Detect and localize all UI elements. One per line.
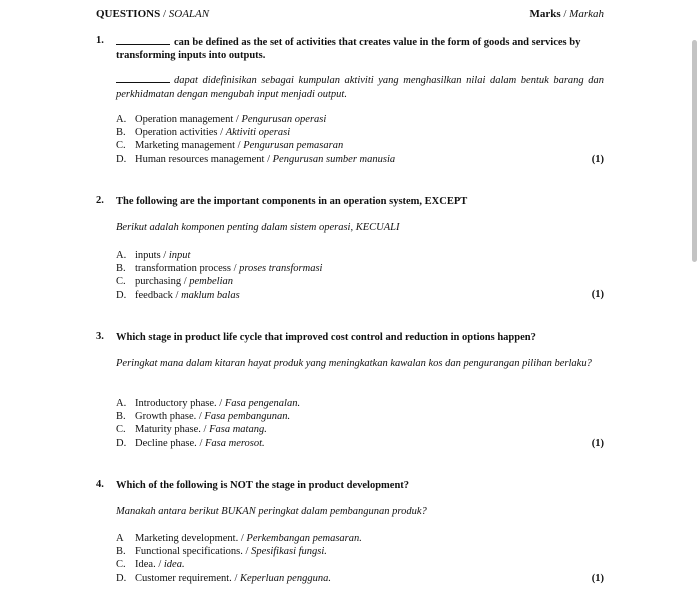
option-b[interactable]: B. Operation activities / Aktiviti operasi [116, 127, 291, 139]
options-list [116, 113, 604, 166]
option-d[interactable]: D. Customer requirement. / Keperluan pengguna. [116, 572, 331, 584]
question-text-en: can be defined as the set of activities that creates value in the form of goods and services by transforming inputs into outputs. [116, 37, 581, 61]
option-a[interactable]: A. inputs / input [116, 250, 191, 261]
option-c[interactable]: C. Marketing management / Pengurusan pemasaran [116, 140, 344, 152]
question-number: 4. [96, 479, 104, 490]
question-4 [96, 479, 604, 591]
page-header [96, 8, 604, 24]
question-text-en: The following are the important components in an operation system, EXCEPT [116, 196, 468, 207]
question-text-my: Manakah antara berikut BUKAN peringkat dalam pembangunan produk? [116, 506, 427, 517]
options-list [116, 532, 604, 585]
option-b[interactable]: B. Growth phase. / Fasa pembangunan. [116, 411, 291, 423]
question-number: 3. [96, 331, 104, 342]
option-a[interactable]: A. Introductory phase. / Fasa pengenalan. [116, 398, 301, 409]
option-c[interactable]: C. Idea. / idea. [116, 559, 185, 571]
question-1 [96, 35, 604, 170]
question-number: 2. [96, 195, 104, 206]
question-3 [96, 331, 604, 456]
header-questions: QUESTIONS / SOALAN [96, 8, 210, 20]
option-d[interactable]: D. Decline phase. / Fasa merosot. [116, 437, 265, 449]
option-c[interactable]: C. purchasing / pembelian [116, 276, 233, 288]
question-number: 1. [96, 35, 104, 46]
option-c[interactable]: C. Maturity phase. / Fasa matang. [116, 424, 267, 436]
question-text-my: Peringkat mana dalam kitaran hayat produk yang meningkatkan kawalan kos dan pengurangan pilihan berlaku? [116, 358, 592, 369]
mark-value: (1) [591, 573, 604, 584]
option-a[interactable]: A. Operation management / Pengurusan operasi [116, 114, 327, 125]
question-text-my: dapat didefinisikan sebagai kumpulan aktiviti yang menghasilkan nilai dalam bentuk barang dan perkhidmatan dengan mengubah input menjadi output. [116, 75, 604, 100]
options-list [116, 249, 604, 302]
header-questions-my: SOALAN [168, 8, 210, 20]
header-marks: Marks / Markah [529, 8, 604, 20]
vertical-scrollbar[interactable] [692, 40, 697, 262]
mark-value: (1) [591, 289, 604, 300]
option-d[interactable]: D. Human resources management / Pengurusan sumber manusia [116, 153, 396, 165]
question-text-en: Which stage in product life cycle that improved cost control and reduction in options happen? [116, 332, 536, 343]
question-2 [96, 195, 604, 307]
option-d[interactable]: D. feedback / maklum balas [116, 289, 240, 301]
header-questions-en: QUESTIONS [96, 8, 161, 20]
option-b[interactable]: B. Functional specifications. / Spesifikasi fungsi. [116, 546, 327, 558]
answer-blank [116, 73, 170, 83]
options-list [116, 397, 604, 450]
option-a[interactable]: A Marketing development. / Perkembangan pemasaran. [116, 533, 362, 544]
question-text-en: Which of the following is NOT the stage in product development? [116, 480, 410, 491]
answer-blank [116, 35, 170, 45]
mark-value: (1) [591, 438, 604, 449]
mark-value: (1) [591, 154, 604, 165]
question-text-my: Berikut adalah komponen penting dalam sistem operasi, KECUALI [116, 222, 400, 233]
header-marks-en: Marks [529, 8, 561, 20]
header-marks-my: Markah [569, 8, 604, 20]
option-b[interactable]: B. transformation process / proses transformasi [116, 263, 323, 275]
